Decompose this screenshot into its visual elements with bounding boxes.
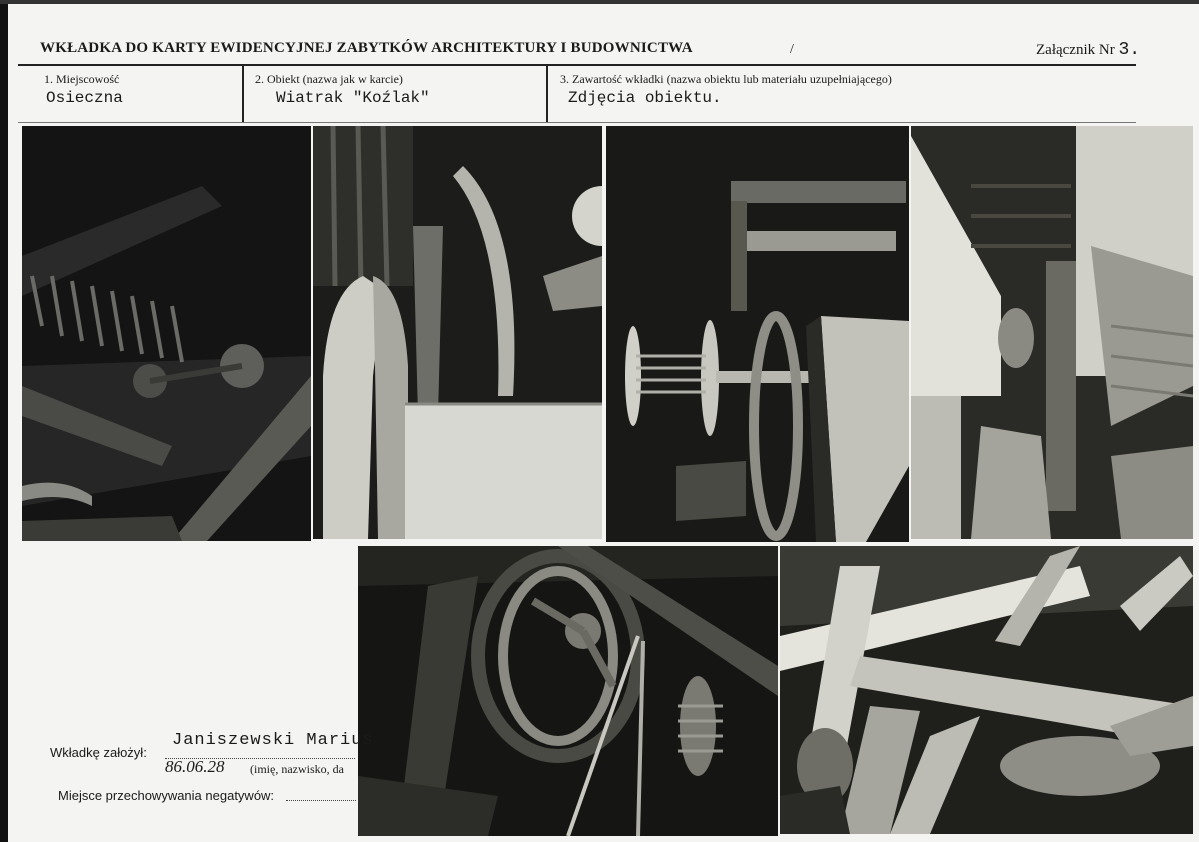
founder-name: Janiszewski Marius: [172, 731, 374, 750]
fields-rule: [18, 122, 1136, 123]
annex-label-text: Załącznik Nr: [1036, 42, 1115, 58]
photo-brake-wheel-and-rope: [358, 546, 778, 836]
photo-shaft-and-lantern-pinion: [606, 126, 909, 542]
field-divider: [546, 66, 548, 122]
photo-roof-beams: [780, 546, 1193, 834]
photo-wooden-gear-wheel: [313, 126, 602, 539]
founder-date: 86.06.28: [165, 757, 225, 776]
photo-gear-mechanism-1: [22, 126, 311, 541]
photo-brake-and-frame: [911, 126, 1193, 539]
content-value: Zdjęcia obiektu.: [568, 89, 722, 107]
founder-hint: (imię, nazwisko, da: [250, 762, 344, 776]
scan-top-edge: [0, 0, 1199, 4]
annex-label: [1036, 40, 1140, 60]
object-value: Wiatrak "Koźlak": [276, 89, 430, 107]
locality-label: 1. Miejscowość: [44, 72, 120, 86]
header-rule: [18, 64, 1136, 66]
object-label: 2. Obiekt (nazwa jak w karcie): [255, 72, 403, 86]
negatives-label: Miejsce przechowywania negatywów:: [58, 788, 275, 803]
scan-left-edge: [0, 0, 8, 842]
annex-number: 3.: [1118, 40, 1141, 60]
negatives-dotted-line: [286, 800, 356, 801]
founder-label: Wkładkę założył:: [50, 745, 147, 760]
field-divider: [242, 66, 244, 122]
content-label: 3. Zawartość wkładki (nazwa obiektu lub materiału uzupełniającego): [560, 72, 892, 86]
stray-mark: /: [790, 42, 794, 57]
locality-value: Osieczna: [46, 89, 123, 107]
form-title: WKŁADKA DO KARTY EWIDENCYJNEJ ZABYTKÓW ARCHITEKTURY I BUDOWNICTWA: [40, 40, 693, 56]
